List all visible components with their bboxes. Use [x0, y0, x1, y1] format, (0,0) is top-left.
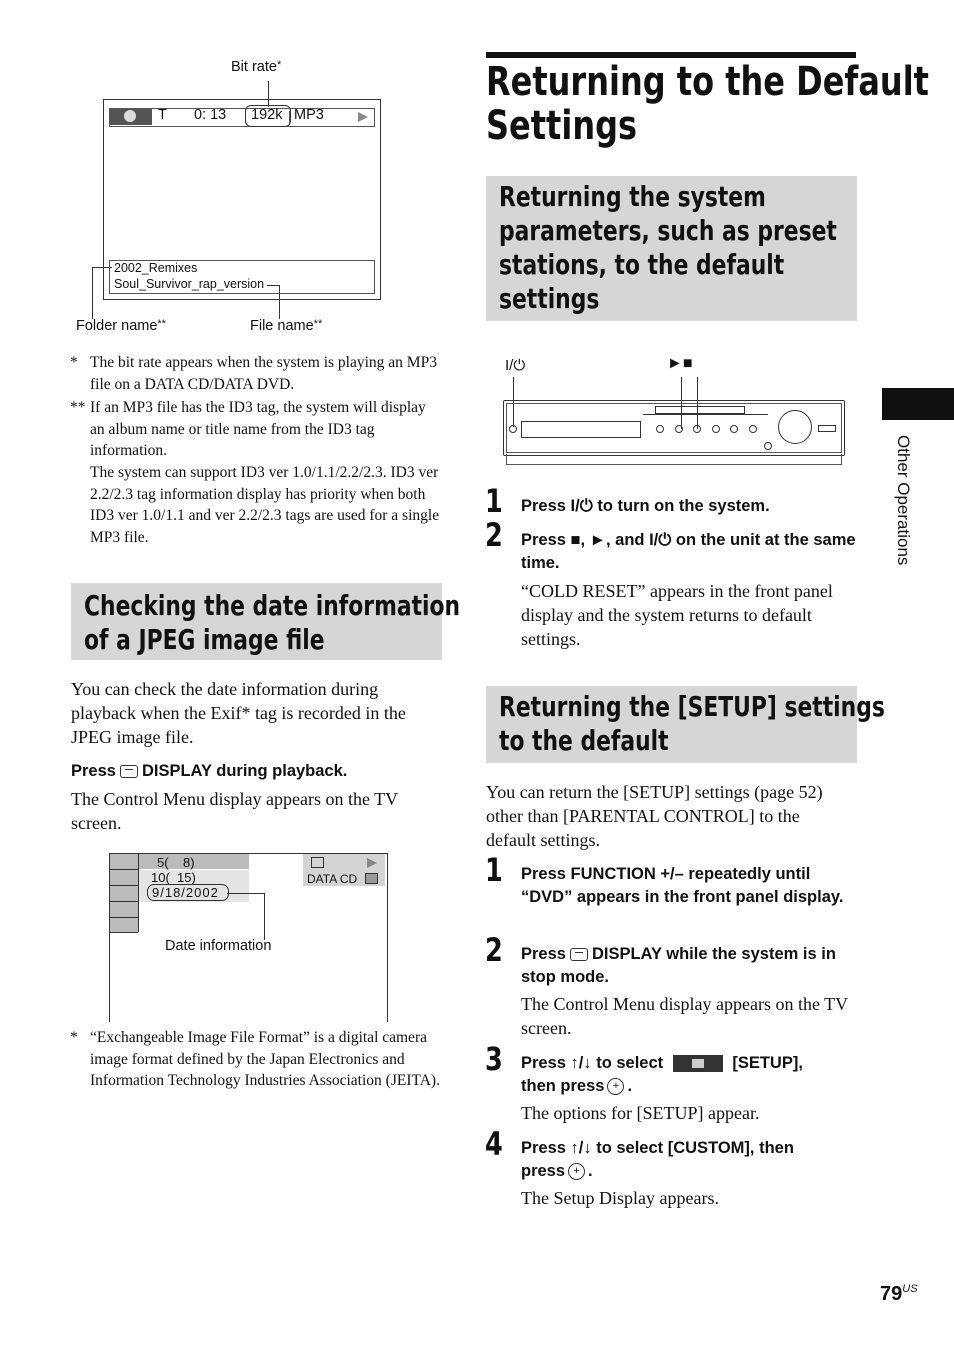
file-name-label: File name — [250, 318, 314, 334]
footnote-1: The bit rate appears when the system is playing an MP3 file on a DATA CD/DATA DVD. — [90, 354, 437, 393]
folder-name-label: Folder name — [76, 318, 158, 334]
step-b2-text: DISPLAY while the system is in stop mode. — [521, 945, 836, 986]
step-b2-desc: The Control Menu display appears on the TV screen. — [521, 994, 848, 1038]
section-heading-date-line2: of a JPEG image file — [84, 623, 325, 656]
step-a2-text: Press ■, ►, and I/⏻ on the unit at the same time. — [521, 531, 856, 572]
step-b3-desc: The options for [SETUP] appear. — [521, 1103, 760, 1123]
footnote-3: “Exchangeable Image File Format” is a digital camera image format defined by the Japan Electronics and Information Technology Industries Association (JEITA). — [90, 1029, 440, 1089]
jpeg-icon — [365, 873, 378, 884]
setup-intro: You can return the [SETUP] settings (page 52) other than [PARENTAL CONTROL] to the default settings. — [486, 782, 823, 850]
section-heading-setup — [486, 686, 885, 763]
footnote-2b: The system can support ID3 ver 1.0/1.1/2.2/2.3. ID3 ver 2.2/2.3 tag information display has priority when both ID3 ver 1.0/1.1 and ver 2.2/2.3 tags are used for a single MP3 file. — [90, 464, 440, 546]
step-b3-text-a: Press ↑/↓ to select — [521, 1054, 664, 1072]
date-value: 9/18/2002 — [152, 885, 219, 900]
main-title-line1: Returning to the Default — [486, 59, 929, 105]
footnote-2a: If an MP3 file has the ID3 tag, the system will display an album name or title name from the ID3 tag information. — [90, 399, 426, 459]
step-b2-press: Press — [521, 945, 566, 963]
file-text: Soul_Survivor_rap_version — [114, 277, 265, 291]
sub1-line-4: settings — [499, 282, 600, 315]
step-b1-number: 1 — [485, 851, 503, 889]
step-b3-text-c: then press — [521, 1077, 605, 1095]
volume-knob — [778, 410, 812, 444]
format-value: MP3 — [294, 107, 324, 123]
sub1-line-1: Returning the system — [499, 180, 766, 213]
step-a1-number: 1 — [485, 482, 503, 520]
control-menu-text: The Control Menu display appears on the TV screen. — [71, 789, 398, 833]
step-b4-number: 4 — [485, 1125, 503, 1163]
bit-rate-value: 192k — [251, 107, 283, 123]
folder-name-mark: ** — [157, 318, 166, 330]
step-b3-text-b: [SETUP], — [732, 1054, 803, 1072]
section-heading-system — [486, 176, 857, 321]
unit-illustration — [500, 355, 850, 470]
sub1-line-3: stations, to the default — [499, 248, 785, 281]
date-line-1: 5( 8) — [157, 855, 195, 870]
date-intro: You can check the date information during playback when the Exif* tag is recorded in the JPEG image file. — [71, 679, 406, 747]
step-b1-text: Press FUNCTION +/– repeatedly until “DVD” appears in the front panel display. — [521, 865, 844, 906]
power-label: I/⏻ — [505, 357, 526, 374]
track-letter: T — [158, 107, 167, 123]
date-diagram — [109, 853, 389, 1023]
enter-button-icon: + — [607, 1078, 624, 1095]
sub2-line-1: Returning the [SETUP] settings — [499, 690, 885, 723]
step-a2-number: 2 — [485, 516, 503, 554]
clock-icon — [110, 109, 152, 125]
page-suffix: US — [902, 1283, 918, 1295]
side-tab-marker — [882, 388, 954, 420]
sub2-line-2: to the default — [499, 724, 669, 757]
step-b2-number: 2 — [485, 931, 503, 969]
date-line-2: 10( 15) — [151, 870, 196, 885]
step-b4-text-b: press — [521, 1162, 566, 1180]
file-name-mark: ** — [313, 318, 323, 330]
enter-button-icon-2: + — [568, 1163, 585, 1180]
display-button-icon — [120, 765, 138, 778]
bitrate-label: Bit rate — [231, 59, 277, 75]
page-number: 79 — [880, 1283, 903, 1305]
folder-media-icon — [311, 857, 324, 868]
display-button-icon-2 — [570, 948, 588, 961]
press-display-text: DISPLAY during playback. — [141, 762, 348, 780]
setup-toolbox-icon — [673, 1055, 723, 1072]
step-b4-desc: The Setup Display appears. — [521, 1188, 719, 1208]
media-type: DATA CD — [307, 872, 358, 886]
track-time: 0: 13 — [194, 107, 227, 123]
bitrate-diagram — [60, 55, 400, 345]
footnote-mark-1: * — [70, 354, 78, 371]
sub1-line-2: parameters, such as preset — [499, 214, 837, 247]
footnote-mark-2: ** — [70, 399, 86, 416]
footnote-mark-3: * — [70, 1029, 78, 1046]
step-a1-text: Press I/⏻ to turn on the system. — [521, 497, 770, 515]
press-word: Press — [71, 762, 116, 780]
play-icon-small — [367, 858, 377, 868]
step-b4-text-a: Press ↑/↓ to select [CUSTOM], then — [521, 1139, 794, 1157]
main-title-line2: Settings — [486, 103, 638, 149]
play-stop-label: ►■ — [667, 355, 693, 372]
bitrate-label-mark: * — [276, 59, 282, 71]
play-icon — [358, 112, 368, 122]
side-tab-label: Other Operations — [894, 435, 913, 566]
section-heading-date-line1: Checking the date information — [84, 589, 461, 622]
step-b3-number: 3 — [485, 1040, 503, 1078]
title-rule — [486, 52, 856, 58]
display-window — [521, 421, 641, 438]
folder-text: 2002_Remixes — [114, 261, 198, 275]
section-heading-date — [71, 583, 461, 660]
step-a2-desc: “COLD RESET” appears in the front panel display and the system returns to default settings. — [521, 581, 833, 649]
date-information-label: Date information — [165, 938, 272, 954]
